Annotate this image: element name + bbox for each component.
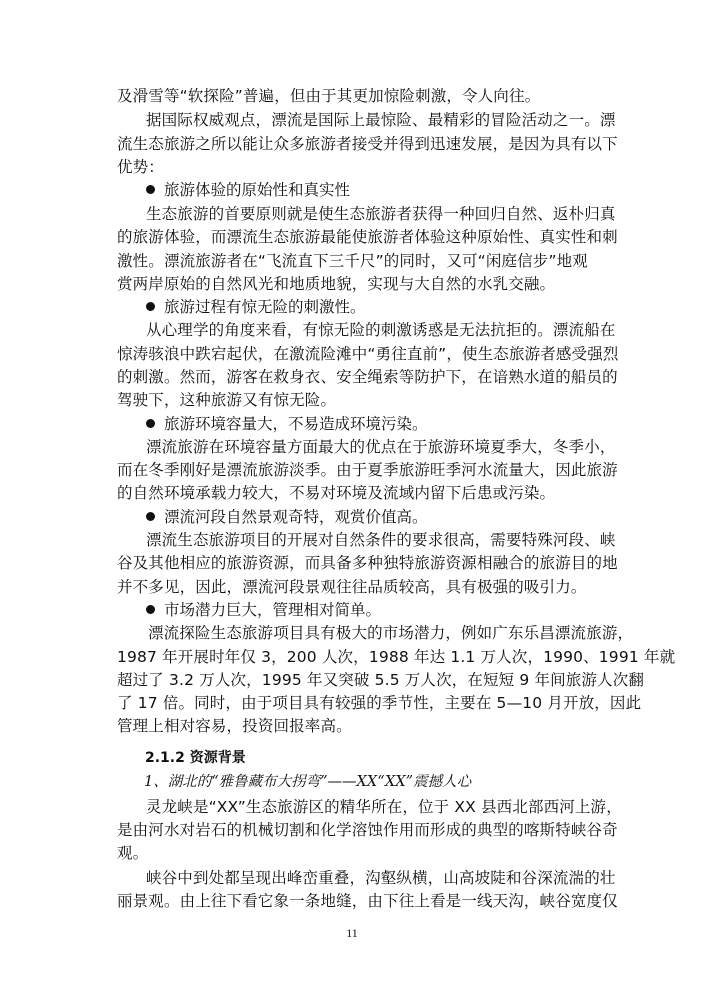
text-line: 是由河水对岩石的机械切割和化学溶蚀作用而形成的典型的喀斯特峡谷奇 [117,821,618,839]
text-line: 驾驶下，这种旅游又有惊无险。 [117,391,337,409]
text-line: 的自然环境承载力较大，不易对环境及流域内留下后患或污染。 [117,484,556,502]
text-line: 生态旅游的首要原则就是使生态旅游者获得一种回归自然、返朴归真 [146,205,616,223]
text-line: 漂流探险生态旅游项目具有极大的市场潜力，例如广东乐昌漂流旅游， [148,624,634,642]
page-number: 11 [346,926,358,940]
text-line: 据国际权威观点，漂流是国际上最惊险、最精彩的冒险活动之一。漂 [146,111,616,129]
text-line: 观。 [117,844,149,862]
bullet-text: 漂流河段自然景观奇特，观赏价值高。 [164,508,428,526]
section-subheading: 1、湖北的“雅鲁藏布大拐弯”——XX“XX”震撼人心 [144,774,472,790]
text-line: 赏两岸原始的自然风光和地质地貌，实现与大自然的水乳交融。 [117,275,556,293]
text-line: 灵龙峡是“XX”生态旅游区的精华所在，位于 XX 县西北部西河上游， [146,798,622,816]
text-line: 及滑雪等“软探险”普遍，但由于其更加惊险刺激，令人向往。 [117,87,541,105]
bullet-icon [146,185,155,194]
text-line: 流生态旅游之所以能让众多旅游者接受并得到迅速发展，是因为具有以下 [117,135,618,153]
bullet-item [146,412,428,436]
bullet-icon [146,605,155,614]
bullet-text: 旅游体验的原始性和真实性 [164,181,351,199]
text-line: 了 17 倍。同时，由于项目具有较强的季节性，主要在 5—10 月开放，因此 [117,694,642,712]
bullet-icon [146,302,155,311]
text-line: 的刺激。然而，游客在救身衣、安全绳索等防护下，在谙熟水道的船员的 [117,368,618,386]
bullet-text: 市场潜力巨大，管理相对简单。 [164,601,382,619]
text-line: 惊涛骇浪中跌宕起伏，在激流险滩中“勇往直前”，使生态旅游者感受强烈 [117,345,619,363]
bullet-icon [146,419,155,428]
text-line: 管理上相对容易，投资回报率高。 [117,717,352,735]
text-line: 并不多见，因此，漂流河段景观往往品质较高，具有极强的吸引力。 [117,578,587,596]
bullet-item [146,178,350,202]
text-line: 谷及其他相应的旅游资源，而具备多种独特旅游资源相融合的旅游目的地 [117,554,618,572]
text-line: 1987 年开展时年仅 3，200 人次，1988 年达 1.1 万人次，1990、1991 年就 [117,648,676,666]
text-line: 优势： [117,158,164,176]
text-line: 漂流生态旅游项目的开展对自然条件的要求很高，需要特殊河段、峡 [146,531,616,549]
text-line: 漂流旅游在环境容量方面最大的优点在于旅游环境夏季大，冬季小， [146,438,616,456]
text-line: 丽景观。由上往下看它象一条地缝，由下往上看是一线天沟，峡谷宽度仅 [117,892,618,910]
text-line: 超过了 3.2 万人次，1995 年又突破 5.5 万人次，在短短 9 年间旅游人次翻 [117,671,645,689]
bullet-item [146,505,428,529]
section-heading: 2.1.2 资源背景 [145,750,246,766]
bullet-text: 旅游环境容量大，不易造成环境污染。 [164,415,428,433]
bullet-item [146,295,366,319]
text-line: 激性。漂流旅游者在“飞流直下三千尺”的同时，又可“闲庭信步”地观 [117,252,588,270]
bullet-icon [146,512,155,521]
text-line: 而在冬季刚好是漂流旅游淡季。由于夏季旅游旺季河水流量大，因此旅游 [117,461,618,479]
bullet-item [146,598,381,622]
text-line: 的旅游体验，而漂流生态旅游最能使旅游者体验这种原始性、真实性和刺 [117,228,618,246]
text-line: 峡谷中到处都呈现出峰峦重叠，沟壑纵横，山高坡陡和谷深流湍的壮 [146,869,616,887]
text-line: 从心理学的角度来看，有惊无险的刺激诱惑是无法抗拒的。漂流船在 [146,321,616,339]
bullet-text: 旅游过程有惊无险的刺激性。 [164,298,366,316]
